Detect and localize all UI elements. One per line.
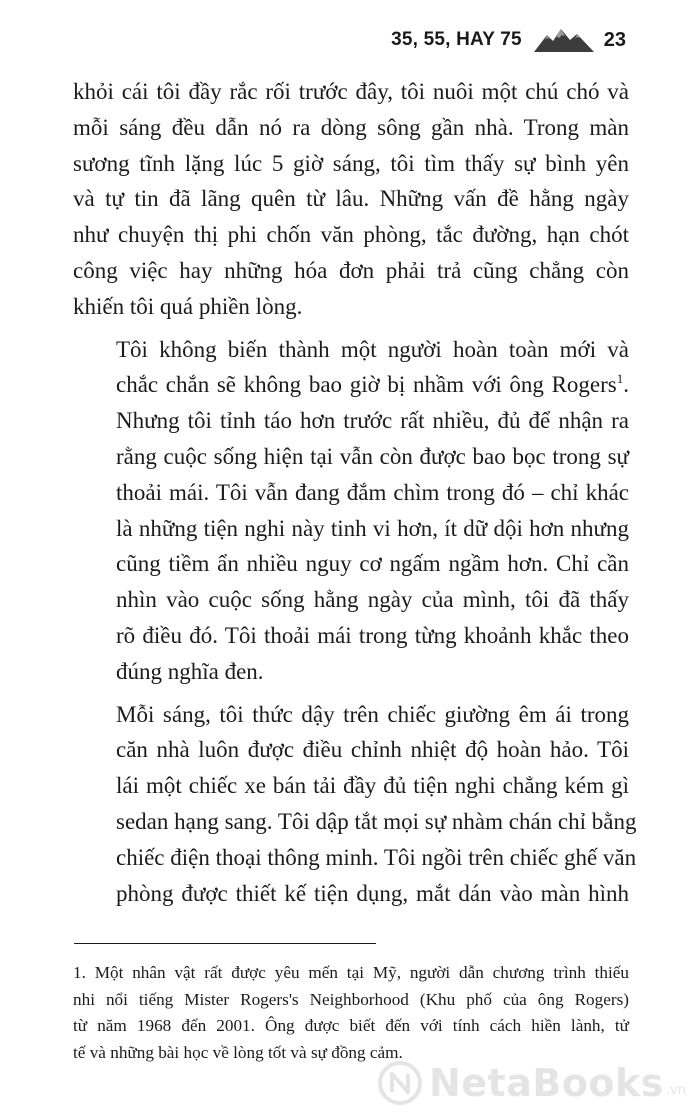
text-line: căn nhà luôn được điều chỉnh nhiệt độ hoàn hảo. Tôi	[116, 737, 629, 763]
text-line: và tự tin đã lãng quên từ lâu. Những vấn đề hằng ngày	[73, 186, 629, 212]
text-line: cũng tiềm ẩn nhiều nguy cơ ngấm ngầm hơn. Chỉ cần	[116, 551, 629, 577]
paragraph-2	[73, 332, 629, 690]
text-line-with-footnote	[73, 367, 629, 403]
running-title: 35, 55, HAY 75	[391, 29, 522, 50]
footnote-line: 1. Một nhân vật rất được yêu mến tại Mỹ, người dẫn chương trình thiếu	[73, 963, 629, 982]
text-line: nhìn vào cuộc sống hằng ngày của mình, tôi đã thấy	[116, 587, 629, 613]
text-line: lái một chiếc xe bán tải đầy đủ tiện nghi chẳng kém gì	[116, 773, 629, 799]
mountain-icon	[534, 28, 594, 52]
paragraph-3	[73, 697, 637, 912]
text-line: Mỗi sáng, tôi thức dậy trên chiếc giường êm ái trong	[116, 701, 629, 727]
footnote-line: nhi nổi tiếng Mister Rogers's Neighborhood (Khu phố của ông Rogers)	[73, 989, 629, 1009]
text-line: công việc hay những hóa đơn phải trả cũng chẳng còn	[73, 257, 629, 283]
text-line: khỏi cái tôi đầy rắc rối trước đây, tôi nuôi một chú chó và	[73, 79, 629, 104]
watermark-suffix: .vn	[665, 1083, 686, 1098]
footnote-line: từ năm 1968 đến 2001. Ông được biết đến với tính cách hiền lành, tử	[73, 1016, 629, 1035]
paragraph-1	[73, 74, 629, 325]
text-line: mỗi sáng đều dẫn nó ra dòng sông gần nhà. Trong màn	[73, 114, 629, 140]
text-line: thoải mái. Tôi vẫn đang đắm chìm trong đó – chỉ khác	[116, 479, 629, 505]
text-line: phòng được thiết kế tiện dụng, mắt dán vào màn hình	[116, 880, 629, 906]
text-line: sương tĩnh lặng lúc 5 giờ sáng, tôi tìm thấy sự bình yên	[73, 150, 629, 176]
footnote-reference[interactable]: 1	[616, 371, 624, 387]
footnote-line: tế và những bài học về lòng tốt và sự đồng cảm.	[73, 1042, 403, 1062]
text-line: rõ điều đó. Tôi thoải mái trong từng khoảnh khắc theo	[116, 622, 629, 648]
netabooks-logo-icon	[377, 1060, 423, 1106]
text-line: Nhưng tôi tỉnh táo hơn trước rất nhiều, đủ để nhận ra	[116, 408, 629, 434]
text-line: là những tiện nghi này tinh vi hơn, ít dữ dội hơn nhưng	[116, 515, 629, 541]
body-text	[73, 74, 637, 918]
text-line: rằng cuộc sống hiện tại vẫn còn được bao bọc trong sự	[116, 443, 629, 469]
text-line: khiến tôi quá phiền lòng.	[73, 293, 303, 319]
text-line: chiếc điện thoại thông minh. Tôi ngồi trên chiếc ghế văn	[116, 844, 637, 870]
footnote-divider	[74, 943, 376, 944]
text-fragment: chắc chắn sẽ không bao giờ bị nhầm với ông Rogers	[116, 372, 617, 398]
text-line: đúng nghĩa đen.	[116, 658, 264, 684]
watermark	[377, 1060, 686, 1106]
text-line: như chuyện thị phi chốn văn phòng, tắc đường, hạn chót	[73, 222, 629, 248]
watermark-text: NetaBooks	[428, 1061, 664, 1105]
text-line: Tôi không biến thành một người hoàn toàn mới và	[116, 336, 629, 362]
text-fragment: .	[623, 372, 629, 398]
page-number: 23	[603, 28, 626, 51]
running-header	[391, 22, 626, 58]
text-line: sedan hạng sang. Tôi dập tắt mọi sự nhàm chán chỉ bằng	[116, 808, 637, 834]
footnote	[73, 960, 629, 1066]
